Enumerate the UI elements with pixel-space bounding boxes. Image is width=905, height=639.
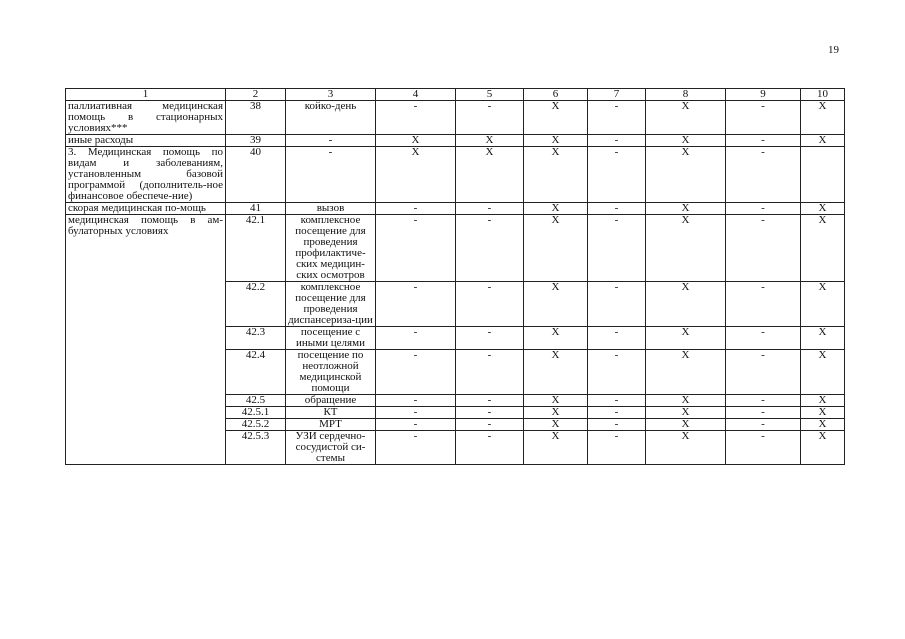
value-cell-col-5: - — [456, 407, 524, 419]
row-label: медицинская помощь в ам-булаторных условиях — [66, 215, 226, 465]
value-cell-col-6: X — [524, 215, 588, 282]
value-cell-col-5: - — [456, 350, 524, 395]
value-cell-col-8: X — [646, 282, 726, 327]
value-cell-col-7: - — [588, 395, 646, 407]
value-cell-col-8: X — [646, 147, 726, 203]
value-cell-col-6: X — [524, 395, 588, 407]
unit-cell: посещение по неотложной медицинской помощи — [286, 350, 376, 395]
row-number: 42.2 — [226, 282, 286, 327]
value-cell-col-4: - — [376, 407, 456, 419]
value-cell-col-6: X — [524, 431, 588, 465]
row-label: паллиативная медицинская помощь в стационарных условиях*** — [66, 101, 226, 135]
value-cell-col-4: - — [376, 282, 456, 327]
column-header-10: 10 — [801, 89, 845, 101]
value-cell-col-8: X — [646, 395, 726, 407]
table-body — [66, 101, 845, 465]
unit-cell: посещение с иными целями — [286, 327, 376, 350]
row-label: иные расходы — [66, 135, 226, 147]
row-number: 42.1 — [226, 215, 286, 282]
value-cell-col-9: - — [726, 419, 801, 431]
value-cell-col-4: - — [376, 431, 456, 465]
value-cell-col-10 — [801, 147, 845, 203]
value-cell-col-10: X — [801, 431, 845, 465]
value-cell-col-4: - — [376, 203, 456, 215]
value-cell-col-10: X — [801, 203, 845, 215]
unit-cell: УЗИ сердечно-сосудистой си-стемы — [286, 431, 376, 465]
unit-cell: вызов — [286, 203, 376, 215]
value-cell-col-5: - — [456, 215, 524, 282]
value-cell-col-6: X — [524, 350, 588, 395]
unit-cell: МРТ — [286, 419, 376, 431]
unit-cell: - — [286, 135, 376, 147]
value-cell-col-9: - — [726, 203, 801, 215]
row-label: 3. Медицинская помощь по видам и заболеваниям, установленным базовой программой (дополнитель-ное финансовое обеспече-ние) — [66, 147, 226, 203]
row-number: 41 — [226, 203, 286, 215]
unit-cell: обращение — [286, 395, 376, 407]
row-number: 40 — [226, 147, 286, 203]
row-number: 42.5 — [226, 395, 286, 407]
value-cell-col-9: - — [726, 147, 801, 203]
value-cell-col-7: - — [588, 282, 646, 327]
column-header-2: 2 — [226, 89, 286, 101]
row-number: 42.5.3 — [226, 431, 286, 465]
value-cell-col-7: - — [588, 407, 646, 419]
value-cell-col-9: - — [726, 282, 801, 327]
row-number: 38 — [226, 101, 286, 135]
unit-cell: койко-день — [286, 101, 376, 135]
value-cell-col-6: X — [524, 135, 588, 147]
column-header-8: 8 — [646, 89, 726, 101]
value-cell-col-9: - — [726, 431, 801, 465]
value-cell-col-7: - — [588, 135, 646, 147]
value-cell-col-8: X — [646, 419, 726, 431]
table-row — [66, 135, 845, 147]
value-cell-col-10: X — [801, 135, 845, 147]
row-number: 42.5.2 — [226, 419, 286, 431]
value-cell-col-9: - — [726, 101, 801, 135]
row-number: 39 — [226, 135, 286, 147]
value-cell-col-4: - — [376, 395, 456, 407]
value-cell-col-10: X — [801, 395, 845, 407]
value-cell-col-4: - — [376, 215, 456, 282]
column-header-4: 4 — [376, 89, 456, 101]
value-cell-col-5: - — [456, 419, 524, 431]
data-table — [65, 88, 845, 465]
row-label: скорая медицинская по-мощь — [66, 203, 226, 215]
column-header-7: 7 — [588, 89, 646, 101]
page-number: 19 — [828, 44, 839, 56]
value-cell-col-8: X — [646, 350, 726, 395]
table-row — [66, 215, 845, 282]
column-header-1: 1 — [66, 89, 226, 101]
row-number: 42.3 — [226, 327, 286, 350]
value-cell-col-4: - — [376, 327, 456, 350]
value-cell-col-6: X — [524, 203, 588, 215]
value-cell-col-7: - — [588, 215, 646, 282]
value-cell-col-10: X — [801, 350, 845, 395]
value-cell-col-5: - — [456, 395, 524, 407]
value-cell-col-10: X — [801, 101, 845, 135]
value-cell-col-10: X — [801, 419, 845, 431]
value-cell-col-5: X — [456, 135, 524, 147]
value-cell-col-9: - — [726, 395, 801, 407]
value-cell-col-4: - — [376, 419, 456, 431]
value-cell-col-9: - — [726, 407, 801, 419]
table-row — [66, 147, 845, 203]
value-cell-col-5: - — [456, 327, 524, 350]
value-cell-col-7: - — [588, 431, 646, 465]
unit-cell: КТ — [286, 407, 376, 419]
value-cell-col-5: - — [456, 282, 524, 327]
value-cell-col-7: - — [588, 327, 646, 350]
unit-cell: комплексное посещение для проведения диспансериза-ции — [286, 282, 376, 327]
value-cell-col-7: - — [588, 203, 646, 215]
value-cell-col-9: - — [726, 327, 801, 350]
value-cell-col-8: X — [646, 215, 726, 282]
value-cell-col-9: - — [726, 215, 801, 282]
column-header-3: 3 — [286, 89, 376, 101]
value-cell-col-8: X — [646, 431, 726, 465]
value-cell-col-9: - — [726, 135, 801, 147]
table-row — [66, 203, 845, 215]
value-cell-col-7: - — [588, 350, 646, 395]
value-cell-col-9: - — [726, 350, 801, 395]
value-cell-col-5: - — [456, 431, 524, 465]
value-cell-col-4: - — [376, 350, 456, 395]
value-cell-col-8: X — [646, 203, 726, 215]
column-header-6: 6 — [524, 89, 588, 101]
header-row — [66, 89, 845, 101]
value-cell-col-10: X — [801, 407, 845, 419]
value-cell-col-7: - — [588, 147, 646, 203]
value-cell-col-6: X — [524, 419, 588, 431]
value-cell-col-6: X — [524, 327, 588, 350]
table-row — [66, 101, 845, 135]
value-cell-col-5: X — [456, 147, 524, 203]
unit-cell: комплексное посещение для проведения профилактиче-ских медицин-ских осмотров — [286, 215, 376, 282]
value-cell-col-10: X — [801, 215, 845, 282]
value-cell-col-6: X — [524, 147, 588, 203]
column-header-5: 5 — [456, 89, 524, 101]
value-cell-col-4: X — [376, 135, 456, 147]
row-number: 42.5.1 — [226, 407, 286, 419]
value-cell-col-5: - — [456, 101, 524, 135]
value-cell-col-6: X — [524, 282, 588, 327]
value-cell-col-10: X — [801, 327, 845, 350]
unit-cell: - — [286, 147, 376, 203]
row-number: 42.4 — [226, 350, 286, 395]
value-cell-col-8: X — [646, 101, 726, 135]
value-cell-col-5: - — [456, 203, 524, 215]
column-header-9: 9 — [726, 89, 801, 101]
value-cell-col-10: X — [801, 282, 845, 327]
value-cell-col-8: X — [646, 135, 726, 147]
value-cell-col-7: - — [588, 101, 646, 135]
value-cell-col-4: - — [376, 101, 456, 135]
value-cell-col-8: X — [646, 327, 726, 350]
value-cell-col-4: X — [376, 147, 456, 203]
value-cell-col-6: X — [524, 101, 588, 135]
value-cell-col-7: - — [588, 419, 646, 431]
value-cell-col-6: X — [524, 407, 588, 419]
value-cell-col-8: X — [646, 407, 726, 419]
